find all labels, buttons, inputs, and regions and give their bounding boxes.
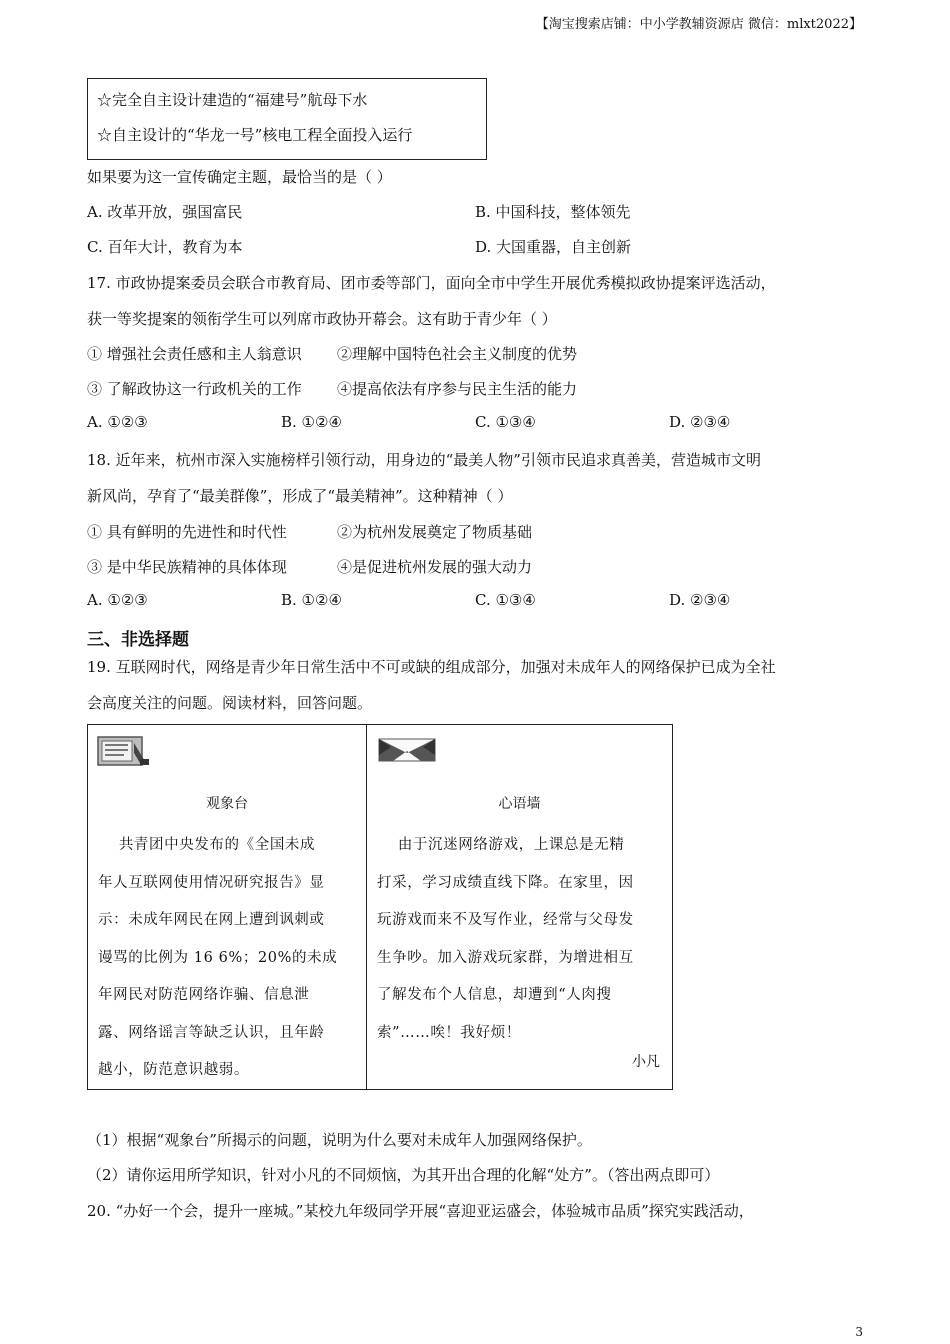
observatory-line: 谩骂的比例为 16 6%；20%的未成 [98,949,338,966]
q20-stem: 20. “办好一个会，提升一座城。”某校九年级同学开展“喜迎亚运盛会，体验城市品质”探究实践活动， [87,1202,754,1220]
q17-option-b: B. ①②④ [281,413,342,431]
q18-option-d: D. ②③④ [669,591,731,609]
q19-stem-line-2: 会高度关注的问题。阅读材料，回答问题。 [87,694,373,712]
q17-item-2: ②理解中国特色社会主义制度的优势 [337,345,578,363]
q16-box-line-2: ☆自主设计的“华龙一号”核电工程全面投入运行 [97,126,413,144]
q18-item-3: ③ 是中华民族精神的具体体现 [87,558,287,576]
section-title: 三、非选择题 [87,630,189,650]
page-header: 【淘宝搜索店铺：中小学教辅资源店 微信：mlxt2022】 [535,17,862,32]
q16-option-a: A. 改革开放，强国富民 [87,203,243,221]
observatory-line: 共青团中央发布的《全国未成 [98,837,316,853]
envelope-icon [377,735,439,765]
heart-wall-signature: 小凡 [632,1054,660,1070]
q18-item-1: ① 具有鲜明的先进性和时代性 [87,523,287,541]
heart-wall-text [377,827,662,1052]
observatory-line: 年人互联网使用情况研究报告》显 [98,874,325,891]
heart-wall-line: 索”……唉！我好烦！ [377,1024,521,1041]
heart-wall-line: 生争吵。加入游戏玩家群，为增进相互 [377,949,634,966]
heart-wall-line: 了解发布个人信息，却遭到“人肉搜 [377,987,612,1003]
observatory-title: 观象台 [206,796,248,812]
q17-item-3: ③ 了解政协这一行政机关的工作 [87,380,302,398]
heart-wall-cell [367,725,672,1089]
q18-item-2: ②为杭州发展奠定了物质基础 [337,523,533,541]
heart-wall-line: 玩游戏而来不及写作业，经常与父母发 [377,912,634,928]
q18-stem-line-2: 新风尚，孕育了“最美群像”，形成了“最美精神”。这种精神（ ） [87,487,513,505]
observatory-cell [88,725,366,1089]
q16-stem: 如果要为这一宣传确定主题，最恰当的是（ ） [87,168,392,186]
q17-item-4: ④提高依法有序参与民主生活的能力 [337,380,578,398]
q16-option-b: B. 中国科技，整体领先 [475,203,631,221]
report-icon [96,733,152,769]
q18-option-b: B. ①②④ [281,591,342,609]
q18-option-a: A. ①②③ [87,591,148,609]
q17-item-1: ① 增强社会责任感和主人翁意识 [87,345,302,363]
q16-option-c: C. 百年大计，教育为本 [87,238,243,256]
observatory-line: 越小，防范意识越弱。 [98,1062,249,1078]
q19-stem-line-1: 19. 互联网时代，网络是青少年日常生活中不可或缺的组成部分，加强对未成年人的网络保护已成为全社 [87,658,776,676]
q16-option-d: D. 大国重器，自主创新 [475,238,632,256]
q18-item-4: ④是促进杭州发展的强大动力 [337,558,533,576]
observatory-line: 年网民对防范网络诈骗、信息泄 [98,987,310,1003]
observatory-line: 露、网络谣言等缺乏认识，且年龄 [98,1024,325,1041]
heart-wall-line: 打采，学习成绩直线下降。在家里，因 [377,874,634,891]
q16-material-box [87,78,487,160]
heart-wall-title: 心语墙 [498,796,541,812]
observatory-text [98,827,356,1090]
q19-sub-question-2: （2）请你运用所学知识，针对小凡的不同烦恼，为其开出合理的化解“处方”。（答出两点即可） [87,1166,720,1184]
q17-option-a: A. ①②③ [87,413,148,431]
q17-stem-line-1: 17. 市政协提案委员会联合市教育局、团市委等部门，面向全市中学生开展优秀模拟政协提案评选活动， [87,274,776,292]
q17-option-d: D. ②③④ [669,413,731,431]
observatory-line: 示：未成年网民在网上遭到讽刺或 [98,912,325,928]
q18-stem-line-1: 18. 近年来，杭州市深入实施榜样引领行动，用身边的“最美人物”引领市民追求真善美，营造城市文明 [87,451,761,469]
q19-sub-question-1: （1）根据“观象台”所揭示的问题，说明为什么要对未成年人加强网络保护。 [87,1131,592,1149]
q16-box-line-1: ☆完全自主设计建造的“福建号”航母下水 [97,91,368,109]
page-number: 3 [855,1325,863,1339]
q17-stem-line-2: 获一等奖提案的领衔学生可以列席市政协开幕会。这有助于青少年（ ） [87,310,557,328]
q19-material-table [87,724,673,1090]
q18-option-c: C. ①③④ [475,591,536,609]
q17-option-c: C. ①③④ [475,413,536,431]
heart-wall-line: 由于沉迷网络游戏，上课总是无精 [377,837,625,853]
